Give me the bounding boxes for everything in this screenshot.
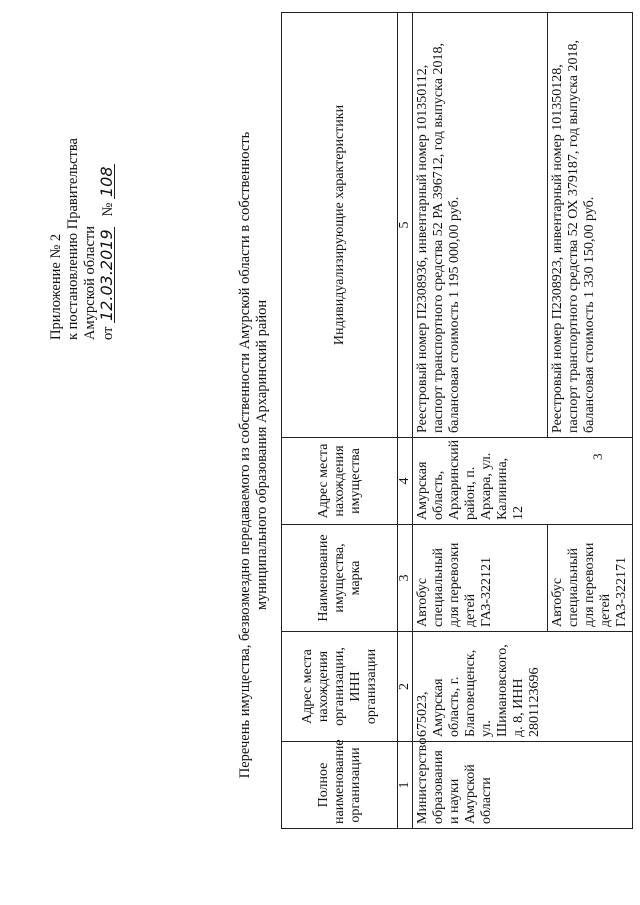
characteristics-cell: Реестровый номер П2308923, инвентарный номер 101350128, паспорт транспортного средства 52 ОХ 379187, год выпуска 2018, балансовая стоимость 1 330 150,00 руб. [548,13,633,438]
header-cell: Адрес места нахождения организации, ИНН организации [282,632,398,742]
column-number: 1 [398,742,413,829]
header-cell: Полное наименование организации [282,742,398,829]
handwritten-number: 108 [97,166,116,198]
table-row [413,13,548,829]
number-prefix: № [100,202,116,217]
column-number: 2 [398,632,413,742]
column-number: 5 [398,13,413,438]
date-prefix: от [100,326,116,340]
characteristics-cell: Реестровый номер П2308936, инвентарный номер 101350112, паспорт транспортного средства 52 РА 396712, год выпуска 2018, балансовая стоимость 1 195 000,00 руб. [413,13,548,438]
document-title [237,85,271,825]
organization-cell: Министерство образования и науки Амурской области [413,742,633,829]
header-cell: Индивидуализирующие характеристики [282,13,398,438]
page-number: 3 [590,453,605,460]
column-number-row [398,13,413,829]
property-address-cell: Амурская область, Архаринский район, п. Архара, ул. Калинина, 12 [413,438,633,525]
appendix-line: Приложение № 2 [48,233,64,340]
header-cell: Адрес места нахождения имущества [282,438,398,525]
appendix-line: к постановлению Правительства [65,138,81,340]
appendix-block [48,10,117,340]
column-number: 4 [398,438,413,525]
property-table [281,12,633,829]
property-name-cell: Автобус специальный для перевозки детей ГАЗ-322171 [548,525,633,632]
title-line: муниципального образования Архаринский район [254,299,270,611]
title-line: Перечень имущества, безвозмездно передаваемого из собственности Амурской области в собственность [237,131,253,779]
appendix-line: Амурской области [82,226,98,340]
appendix-date-line [99,10,117,340]
org-address-cell: 675023, Амурская область, г. Благовещенск, ул. Шимановского, д. 8, ИНН 2801123696 [413,632,633,742]
property-name-cell: Автобус специальный для перевозки детей ГАЗ-322121 [413,525,548,632]
column-number: 3 [398,525,413,632]
table-header-row [282,13,398,829]
header-cell: Наименование имущества, марка [282,525,398,632]
handwritten-date: 12.03.2019 [97,229,116,321]
